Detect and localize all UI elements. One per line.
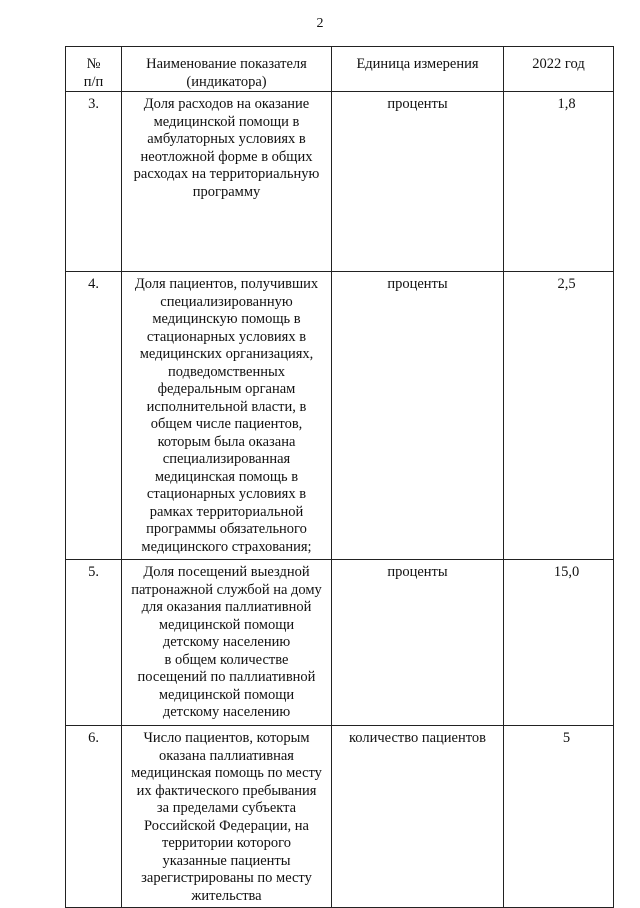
indicator-value: 5 [504,726,614,908]
indicator-unit: количество пациентов [332,726,504,908]
header-year: 2022 год [504,47,614,92]
table-header-row [66,47,614,92]
row-number: 4. [66,272,122,560]
table-row [66,726,614,908]
indicator-value: 2,5 [504,272,614,560]
indicator-name: Доля посещений выездной патронажной службой на дому для оказания паллиативной медицинской помощи детскому населению в общем количестве посещений по паллиативной медицинской помощи детскому населению [122,560,332,726]
header-unit: Единица измерения [332,47,504,92]
table-row [66,92,614,272]
row-number: 6. [66,726,122,908]
header-name: Наименование показателя (индикатора) [122,47,332,92]
indicator-name: Число пациентов, которым оказана паллиативная медицинская помощь по месту их фактического пребывания за пределами субъекта Российской Федерации, на территории которого указанные пациенты зарегистрированы по месту жительства [122,726,332,908]
indicator-value: 15,0 [504,560,614,726]
indicator-value: 1,8 [504,92,614,272]
indicator-unit: проценты [332,92,504,272]
table-row [66,560,614,726]
indicator-unit: проценты [332,560,504,726]
indicator-name: Доля пациентов, получивших специализированную медицинскую помощь в стационарных условиях в медицинских организациях, подведомственных федеральным органам исполнительной власти, в общем числе пациентов, которым была оказана специализированная медицинская помощь в стационарных условиях в рамках территориальной программы обязательного медицинского страхования; [122,272,332,560]
indicators-table [65,46,614,908]
page-number: 2 [316,16,324,31]
row-number: 5. [66,560,122,726]
header-num: № п/п [66,47,122,92]
indicator-unit: проценты [332,272,504,560]
table-row [66,272,614,560]
indicator-name: Доля расходов на оказание медицинской помощи в амбулаторных условиях в неотложной форме в общих расходах на территориальную программу [122,92,332,272]
row-number: 3. [66,92,122,272]
